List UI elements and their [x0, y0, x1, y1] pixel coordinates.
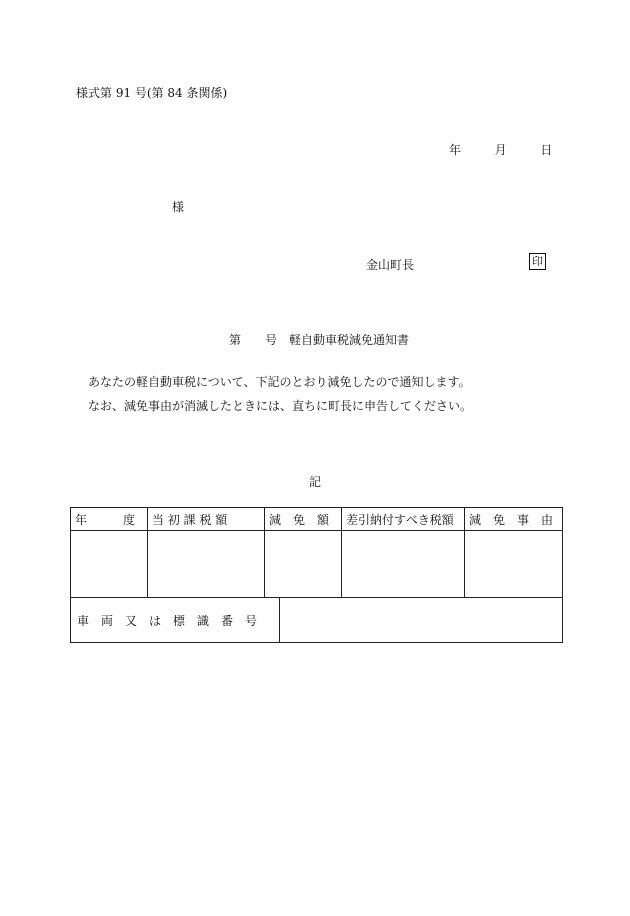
issuer-name: 金山町長	[366, 258, 415, 272]
header-reduction-reason: 減 免 事 由	[465, 508, 563, 531]
body-line-1: あなたの軽自動車税について、下記のとおり減免したので通知します。	[88, 375, 471, 389]
header-reduction-amount: 減 免 額	[265, 508, 342, 531]
cell-net-payable[interactable]	[342, 531, 465, 598]
date-day-label: 日	[540, 143, 553, 157]
cell-reduction-amount[interactable]	[265, 531, 342, 598]
cell-initial-tax[interactable]	[148, 531, 265, 598]
table-row	[71, 531, 563, 598]
addressee-suffix: 様	[172, 200, 185, 214]
date-year-label: 年	[449, 143, 462, 157]
body-line-2: なお、減免事由が消滅したときには、直ちに町長に申告してください。	[88, 399, 473, 413]
vehicle-number-label: 車 両 又 は 標 識 番 号	[71, 598, 280, 643]
vehicle-number-value[interactable]	[280, 598, 563, 643]
header-initial-tax: 当 初 課 税 額	[148, 508, 265, 531]
date-line	[449, 141, 552, 158]
header-fiscal-year: 年 度	[71, 508, 148, 531]
form-number: 様式第 91 号(第 84 条関係)	[76, 86, 228, 100]
ki-label: 記	[309, 475, 322, 489]
vehicle-number-row	[71, 598, 563, 643]
reduction-table	[70, 507, 563, 598]
date-month-label: 月	[494, 143, 507, 157]
seal-mark: 印	[529, 253, 546, 270]
document-title: 第 号 軽自動車税減免通知書	[229, 333, 410, 347]
cell-reduction-reason[interactable]	[465, 531, 563, 598]
table-header-row	[71, 508, 563, 531]
vehicle-number-table	[70, 598, 563, 643]
cell-fiscal-year[interactable]	[71, 531, 148, 598]
header-net-payable: 差引納付すべき税額	[342, 508, 465, 531]
